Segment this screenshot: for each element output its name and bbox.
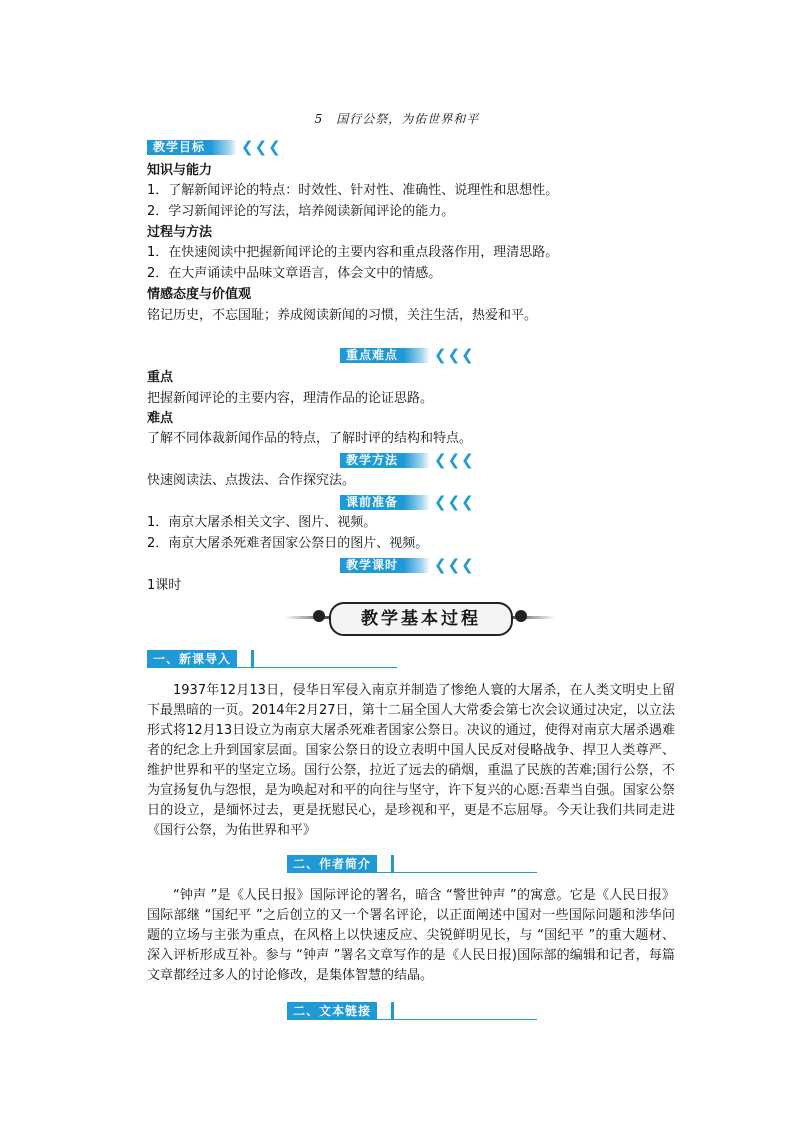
chevron-left-icon: ❮❮❮ — [434, 556, 475, 574]
lesson-title: 5 国行公祭，为佑世界和平 — [314, 112, 480, 126]
heading-label: 二、文本链接 — [287, 1002, 377, 1020]
heading-pipe — [391, 855, 394, 873]
paragraph-text: “钟声 ”是《人民日报》国际评论的署名，暗含 “警世钟声 ”的寓意。它是《人民日报》国际部继 “国纪平 ”之后创立的又一个署名评论，以正面阐述中国对一些国际问题和涉华问题的立场与主张为重点，在风格上以快速反应、尖锐鲜明见长，与 “国纪平 ”的重大题材、深入评析形成互补。参与 “钟声 ”署名文章写作的是《人民日报)国际部的编辑和记者，每篇文章都经过多人的讨论修改，是集体智慧的结晶。 — [147, 888, 675, 983]
goal-line: 2．学习新闻评论的写法，培养阅读新闻评论的能力。 — [147, 204, 455, 219]
heading-pipe — [251, 650, 254, 668]
intro-paragraph — [147, 681, 675, 841]
heading-label: 二、作者简介 — [287, 855, 377, 873]
goal-line: 2．在大声诵读中品味文章语言，体会文中的情感。 — [147, 266, 442, 281]
section-heading-author — [287, 855, 537, 873]
tag-class-hours — [340, 557, 475, 573]
tag-label: 重点难点 — [340, 348, 404, 363]
section-heading-text-link — [287, 1002, 537, 1020]
heading-label: 一、新课导入 — [147, 650, 237, 668]
dot-icon — [313, 610, 325, 622]
heading-pipe — [391, 1002, 394, 1020]
subheading-knowledge: 知识与能力 — [147, 163, 213, 178]
chevron-left-icon: ❮❮❮ — [434, 451, 475, 469]
heading-rule — [147, 667, 397, 668]
chevron-left-icon: ❮❮❮ — [434, 493, 475, 511]
tag-teaching-goals — [147, 139, 282, 155]
tag-label: 教学课时 — [340, 558, 404, 573]
prep-line: 2．南京大屠杀死难者国家公祭日的图片、视频。 — [147, 536, 429, 551]
tag-preparation — [340, 494, 475, 510]
dot-icon — [515, 610, 527, 622]
subheading-attitude: 情感态度与价值观 — [147, 287, 252, 302]
chevron-left-icon: ❮❮❮ — [434, 346, 475, 364]
goal-line: 1．了解新闻评论的特点：时效性、针对性、准确性、说理性和思想性。 — [147, 183, 559, 198]
tag-teaching-method — [340, 452, 475, 468]
tag-label: 教学目标 — [147, 140, 211, 155]
heading-rule — [287, 1019, 537, 1020]
paragraph-text: 1937年12月13日，侵华日军侵入南京并制造了惨绝人寰的大屠杀，在人类文明史上留下最黑暗的一页。2014年2月27日，第十二届全国人大常委会第七次会议通过决定，以立法形式将12月13日设立为南京大屠杀死难者国家公祭日。决议的通过，使得对南京大屠杀遇难者的纪念上升到国家层面。国家公祭日的设立表明中国人民反对侵略战争、捍卫人类尊严、维护世界和平的坚定立场。国行公祭，拉近了远去的硝烟，重温了民族的苦难;国行公祭，不为宣扬复仇与怨恨，是为唤起对和平的向往与坚守，许下复兴的心愿:吾辈当自强。国家公祭日的设立，是缅怀过去，更是抚慰民心，是珍视和平，更是不忘屈辱。今天让我们共同走进《国行公祭，为佑世界和平》 — [147, 683, 675, 838]
section-heading-intro — [147, 650, 397, 668]
tag-key-points — [340, 347, 475, 363]
hours-line: 1课时 — [147, 578, 182, 593]
key-line: 了解不同体裁新闻作品的特点，了解时评的结构和特点。 — [147, 431, 473, 446]
tag-label: 课前准备 — [340, 495, 404, 510]
banner-title: 教学基本过程 — [329, 602, 513, 636]
subheading-difficult: 难点 — [147, 411, 174, 426]
goal-line: 1．在快速阅读中把握新闻评论的主要内容和重点段落作用，理清思路。 — [147, 245, 559, 260]
process-banner — [285, 602, 555, 632]
subheading-process: 过程与方法 — [147, 225, 213, 240]
tag-label: 教学方法 — [340, 453, 404, 468]
subheading-key: 重点 — [147, 370, 174, 385]
prep-line: 1．南京大屠杀相关文字、图片、视频。 — [147, 515, 377, 530]
goal-line: 铭记历史，不忘国耻；养成阅读新闻的习惯，关注生活，热爱和平。 — [147, 308, 538, 323]
method-line: 快速阅读法、点拨法、合作探究法。 — [147, 473, 356, 488]
author-paragraph — [147, 886, 675, 986]
heading-rule — [287, 872, 537, 873]
chevron-left-icon: ❮❮❮ — [241, 138, 282, 156]
key-line: 把握新闻评论的主要内容，理清作品的论证思路。 — [147, 391, 434, 406]
